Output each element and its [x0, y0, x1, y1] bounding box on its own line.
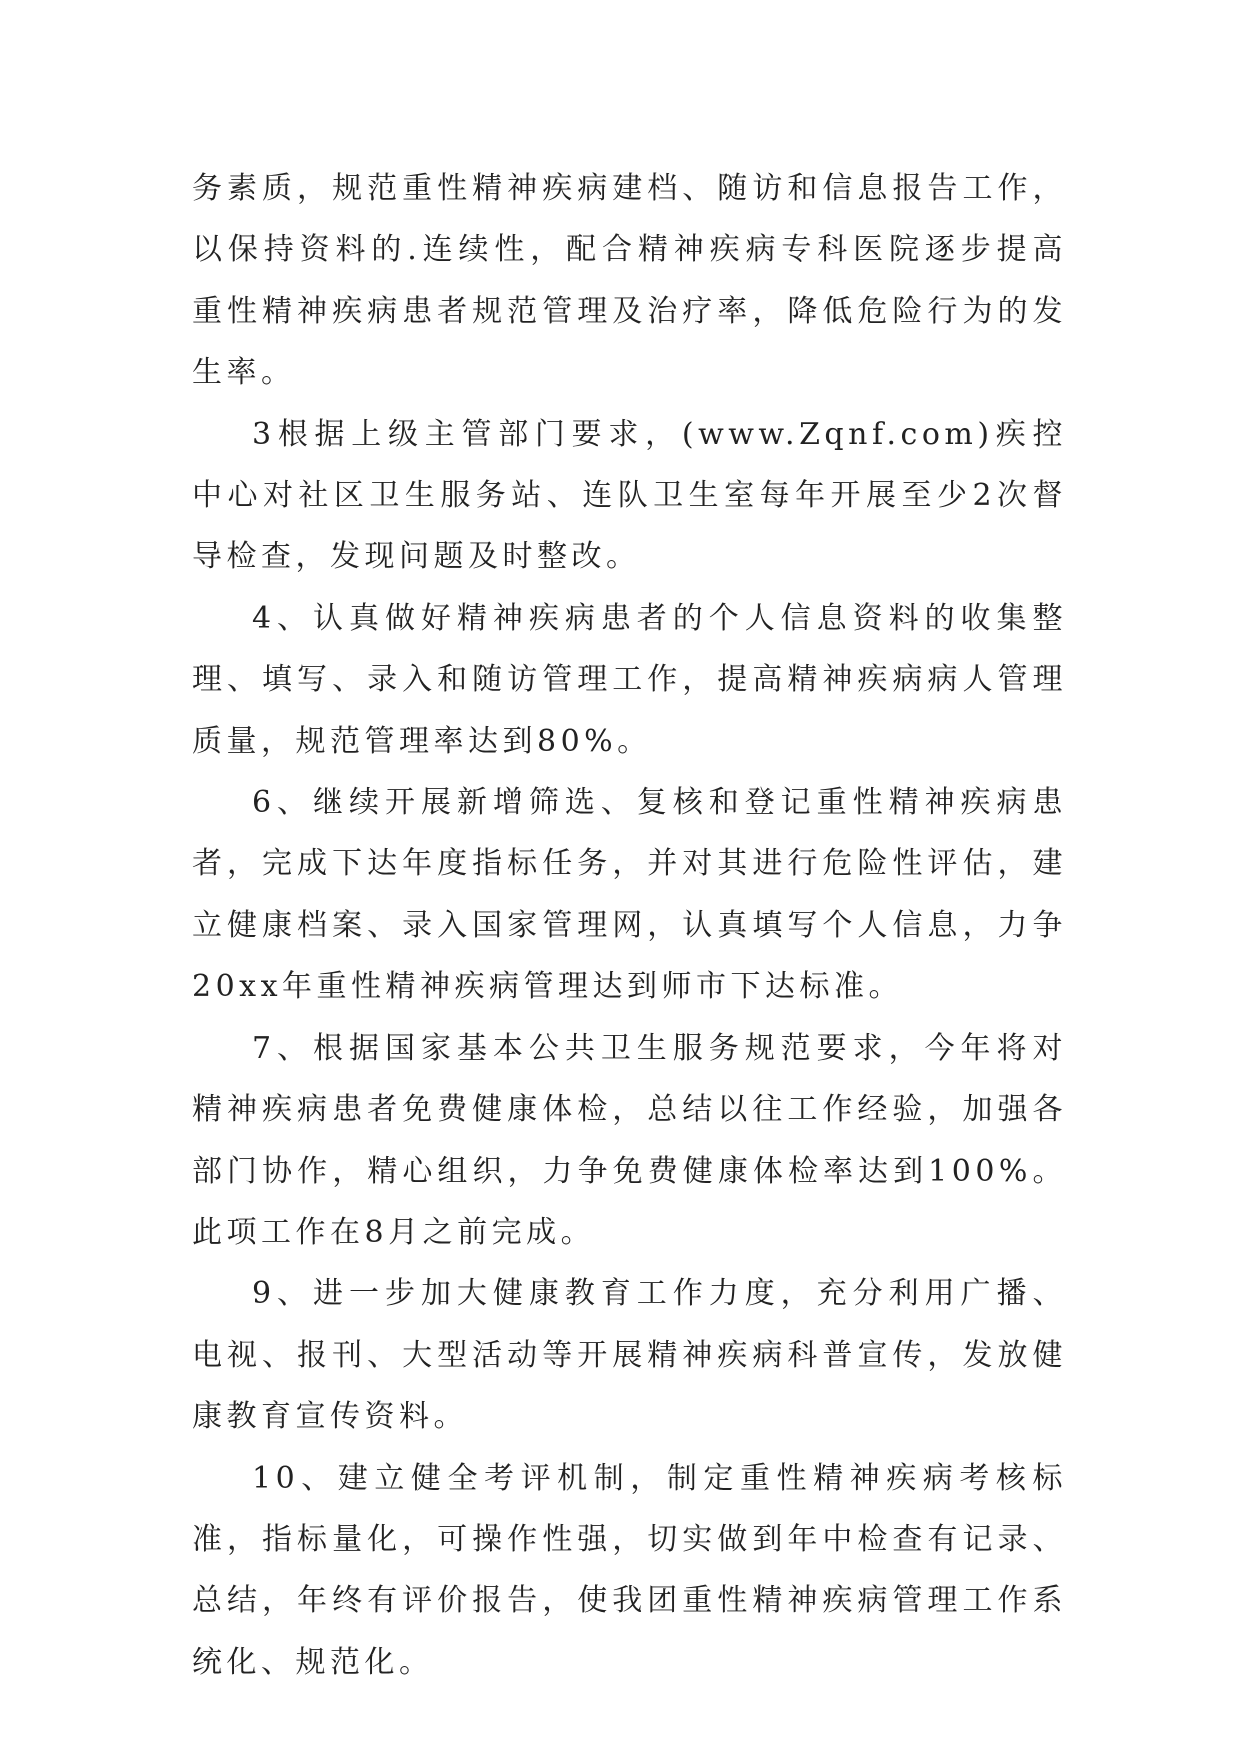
paragraph-item-6: 6、继续开展新增筛选、复核和登记重性精神疾病患者，完成下达年度指标任务，并对其进行危险性评估，建立健康档案、录入国家管理网，认真填写个人信息，力争20xx年重性精神疾病管理达到师市下达标准。	[192, 785, 1067, 1005]
paragraph-continuation: 务素质，规范重性精神疾病建档、随访和信息报告工作，以保持资料的.连续性，配合精神疾病专科医院逐步提高重性精神疾病患者规范管理及治疗率，降低危险行为的发生率。	[192, 171, 1067, 391]
paragraph-item-4: 4、认真做好精神疾病患者的个人信息资料的收集整理、填写、录入和随访管理工作，提高精神疾病病人管理质量，规范管理率达到80%。	[192, 600, 1067, 759]
paragraph-item-3: 3根据上级主管部门要求，(www.Zqnf.com)疾控中心对社区卫生服务站、连队卫生室每年开展至少2次督导检查，发现问题及时整改。	[192, 416, 1067, 575]
paragraph-item-7: 7、根据国家基本公共卫生服务规范要求，今年将对精神疾病患者免费健康体检，总结以往工作经验，加强各部门协作，精心组织，力争免费健康体检率达到100%。此项工作在8月之前完成。	[192, 1030, 1067, 1250]
paragraph-item-10: 10、建立健全考评机制，制定重性精神疾病考核标准，指标量化，可操作性强，切实做到年中检查有记录、总结，年终有评价报告，使我团重性精神疾病管理工作系统化、规范化。	[192, 1460, 1067, 1680]
document-body	[192, 158, 1067, 1693]
paragraph-item-9: 9、进一步加大健康教育工作力度，充分利用广播、电视、报刊、大型活动等开展精神疾病科普宣传，发放健康教育宣传资料。	[192, 1276, 1067, 1435]
